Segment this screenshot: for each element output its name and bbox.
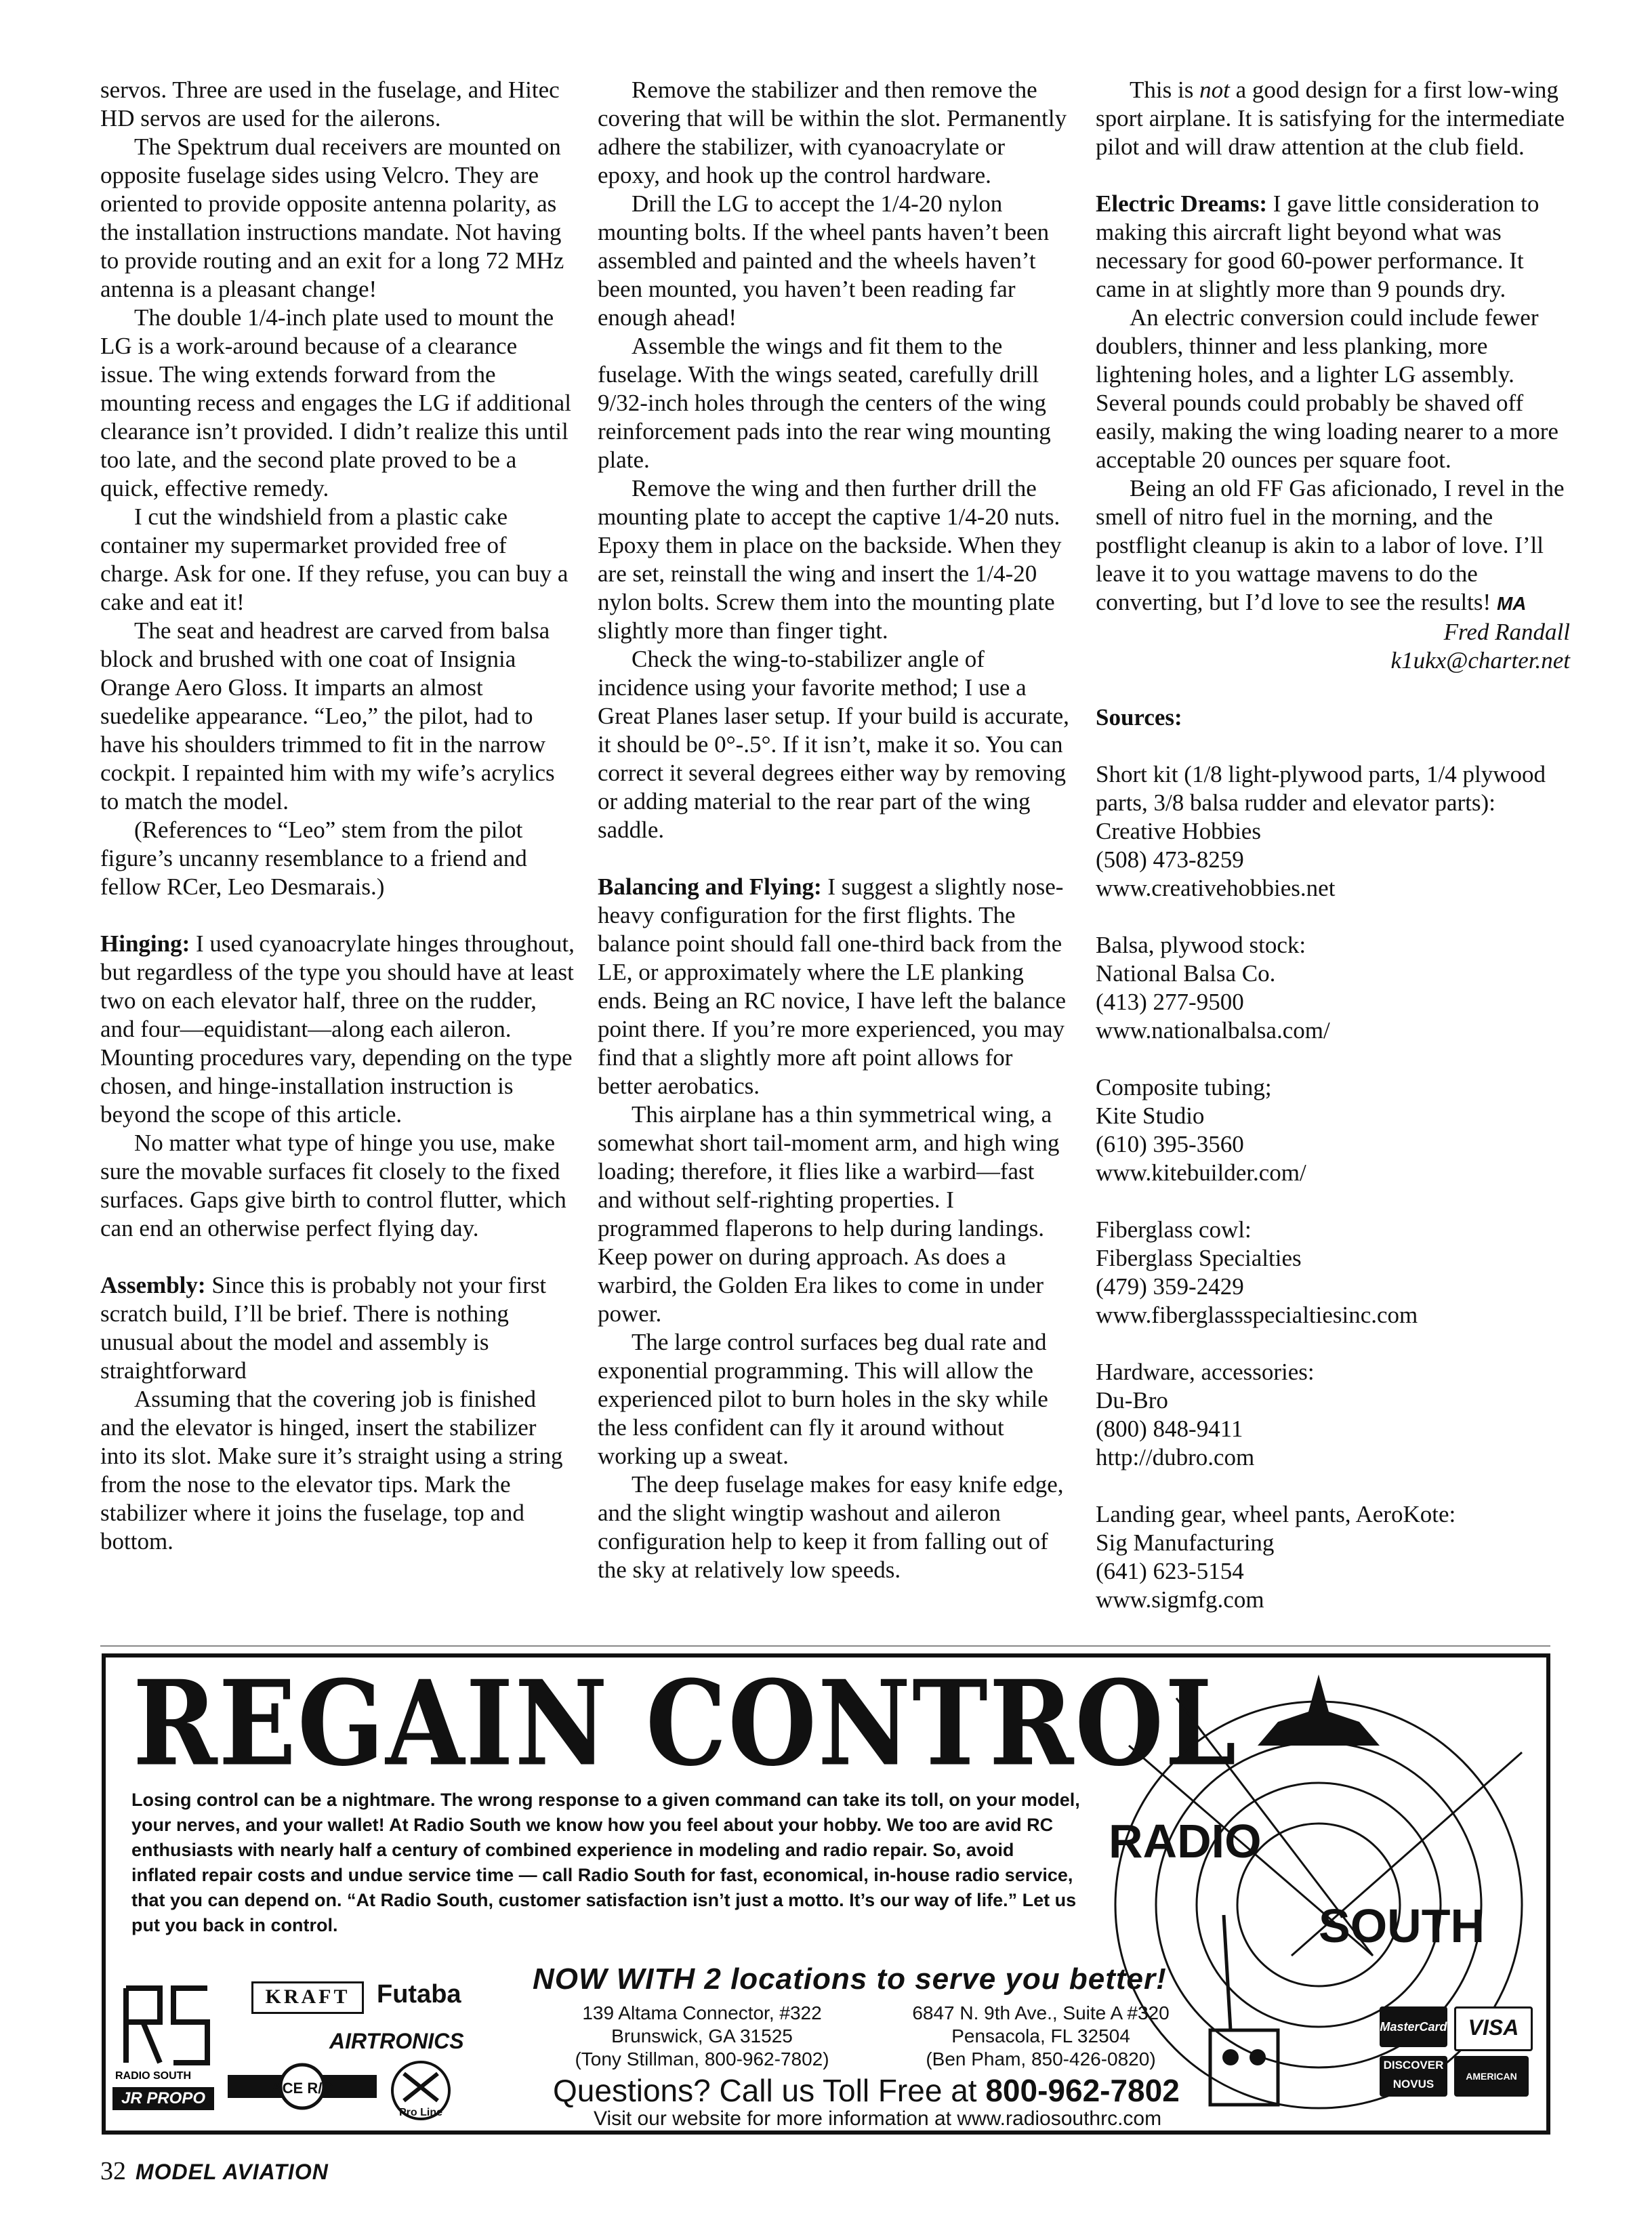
source-line: (800) 848-9411	[1096, 1416, 1243, 1442]
paragraph: The deep fuselage makes for easy knife edge, and the slight wingtip washout and aileron configuration help to keep it from falling out of the sky at relatively low speeds.	[598, 1471, 1064, 1583]
airtronics-logo: AIRTRONICS	[329, 2029, 464, 2053]
source-line: http://dubro.com	[1096, 1444, 1255, 1470]
source-line: Fiberglass cowl:	[1096, 1216, 1252, 1243]
svg-text:RADIO SOUTH: RADIO SOUTH	[115, 2070, 191, 2082]
location-pensacola: 6847 N. 9th Ave., Suite A #320 Pensacola, FL 32504 (Ben Pham, 850-426-0820)	[912, 2002, 1170, 2069]
source-line: (641) 623-5154	[1096, 1558, 1244, 1584]
pro-line-logo	[384, 2060, 458, 2121]
paragraph: servos. Three are used in the fuselage, and Hitec HD servos are used for the ailerons.	[100, 77, 560, 131]
source-line: (508) 473-8259	[1096, 846, 1244, 873]
paragraph-hinging: Hinging: I used cyanoacrylate hinges throughout, but regardless of the type you should have at least two on each elevator half, three on the rudder, and four—equidistant—along each aileron. Mounting procedures vary, depending on the type chosen, and hinge-installation instruction is beyond the scope of this article.	[100, 930, 575, 1128]
sources-heading: Sources:	[1096, 704, 1182, 730]
source-line: Creative Hobbies	[1096, 818, 1261, 844]
paragraph: The Spektrum dual receivers are mounted on opposite fuselage sides using Velcro. They are oriented to provide opposite antenna polarity, as the installation instructions mandate. Not having to provide routing and an exit for a long 72 MHz antenna is a pleasant change!	[100, 133, 564, 302]
ad-website: Visit our website for more information at www.radiosouthrc.com	[594, 2107, 1162, 2130]
amex-logo: AMERICAN EXPRESS	[1454, 2056, 1529, 2097]
svg-text:RADIO: RADIO	[1109, 1815, 1262, 1868]
paragraph: I cut the windshield from a plastic cake container my supermarket provided free of charge. Ask for one. If they refuse, you can buy a cake and eat it!	[100, 503, 569, 615]
ad-phone: Questions? Call us Toll Free at 800-962-7802	[553, 2073, 1180, 2108]
source-line: Short kit (1/8 light-plywood parts, 1/4 plywood parts, 3/8 balsa rudder and elevator parts):	[1096, 761, 1546, 816]
paragraph: Check the wing-to-stabilizer angle of incidence using your favorite method; I use a Great Planes laser setup. If your build is accurate, it should be 0°-.5°. If it isn’t, make it so. You can correct it several degrees either way by removing or adding material to the rear part of the wing saddle.	[598, 646, 1069, 843]
source-line: www.sigmfg.com	[1096, 1586, 1264, 1613]
futaba-logo: Futaba	[377, 1980, 461, 2009]
paragraph: (References to “Leo” stem from the pilot figure’s uncanny resemblance to a friend and fellow RCer, Leo Desmarais.)	[100, 817, 527, 900]
mastercard-logo: MasterCard	[1380, 2006, 1447, 2047]
source-line: Fiberglass Specialties	[1096, 1245, 1302, 1271]
ad-headline: REGAIN CONTROL	[133, 1655, 1238, 1792]
article-column-3	[1096, 76, 1570, 1614]
author-name: Fred Randall	[1443, 619, 1570, 645]
kraft-logo: KRAFT	[251, 1981, 364, 2014]
paragraph: Remove the wing and then further drill the mounting plate to accept the captive 1/4-20 nuts. Epoxy them in place on the backside. When they are set, reinstall the wing and insert the 1/4-20 nylon bolts. Screw them into the mounting plate slightly more than finger tight.	[598, 475, 1062, 644]
section-heading: Electric Dreams:	[1096, 190, 1267, 217]
location-brunswick: 139 Altama Connector, #322 Brunswick, GA 31525 (Tony Stillman, 800-962-7802)	[575, 2002, 829, 2069]
paragraph: The large control surfaces beg dual rate and exponential programming. This will allow the experienced pilot to burn holes in the sky while the less confident can fly it around without working up a sweat.	[598, 1329, 1048, 1469]
paragraph-assembly: Assembly: Since this is probably not your first scratch build, I’ll be brief. There is nothing unusual about the model and assembly is straightforward	[100, 1272, 547, 1384]
source-line: (610) 395-3560	[1096, 1131, 1244, 1157]
svg-text:SOUTH: SOUTH	[1319, 1899, 1485, 1952]
radio-south-ad	[102, 1653, 1550, 2135]
source-line: www.fiberglassspecialtiesinc.com	[1096, 1302, 1418, 1328]
paragraph: The seat and headrest are carved from balsa block and brushed with one coat of Insignia Orange Aero Gloss. It imparts an almost suedelike appearance. “Leo,” the pilot, had to have his shoulders trimmed to fit in the narrow cockpit. I repainted him with my wife’s acrylics to match the model.	[100, 617, 555, 815]
paragraph-electric: Electric Dreams: I gave little consideration to making this aircraft light beyond what was necessary for good 60-power performance. It came in at slightly more than 9 pounds dry.	[1096, 190, 1540, 302]
paragraph: Remove the stabilizer and then remove the covering that will be within the slot. Permanently adhere the stabilizer, with cyanoacrylate or epoxy, and hook up the control hardware.	[598, 77, 1067, 188]
visa-logo: VISA	[1454, 2006, 1533, 2051]
source-line: Sig Manufacturing	[1096, 1529, 1275, 1556]
source-line: www.creativehobbies.net	[1096, 875, 1336, 901]
article-column-1	[100, 76, 575, 1556]
section-heading: Balancing and Flying:	[598, 873, 822, 900]
sources-list	[1096, 760, 1570, 1614]
section-heading: Hinging:	[100, 930, 190, 957]
svg-text:Pro Line: Pro Line	[398, 2107, 443, 2118]
source-line: Hardware, accessories:	[1096, 1359, 1315, 1385]
paragraph-balancing: Balancing and Flying: I suggest a slightly nose-heavy configuration for the first flights. The balance point should fall one-third back from the LE, or approximately where the LE planking ends. Being an RC novice, I have left the balance point there. If you’re more experienced, you may find that a slightly more aft point allows for better aerobatics.	[598, 873, 1067, 1099]
source-line: Composite tubing;	[1096, 1074, 1272, 1100]
source-line: Kite Studio	[1096, 1103, 1205, 1129]
discover-logo: DISCOVER NOVUS	[1380, 2056, 1447, 2097]
paragraph: This airplane has a thin symmetrical wing, a somewhat short tail-moment arm, and high wing loading; therefore, it flies like a warbird—fast and without self-righting properties. I programmed flaperons to help during landings. Keep power on during approach. As does a warbird, the Golden Era likes to come in under power.	[598, 1101, 1060, 1327]
paragraph: Being an old FF Gas aficionado, I revel in the smell of nitro fuel in the morning, and the postflight cleanup is akin to a labor of love. I’ll leave it to you wattage mavens to do the converting, but I’d love to see the results! MA	[1096, 475, 1565, 615]
section-heading: Assembly:	[100, 1272, 206, 1298]
source-line: www.kitebuilder.com/	[1096, 1159, 1306, 1186]
divider	[100, 1645, 1550, 1647]
source-line: www.nationalbalsa.com/	[1096, 1017, 1330, 1044]
article-column-2	[598, 76, 1072, 1584]
jr-propo-logo: JR PROPO	[112, 2087, 214, 2110]
source-line: (413) 277-9500	[1096, 989, 1244, 1015]
radio-south-logo	[112, 1981, 221, 2083]
author-email: k1ukx@charter.net	[1390, 647, 1570, 674]
source-line: Landing gear, wheel pants, AeroKote:	[1096, 1501, 1456, 1527]
source-line: National Balsa Co.	[1096, 960, 1276, 987]
ad-body: Losing control can be a nightmare. The wrong response to a given command can take its toll, on your model, your nerves, and your wallet! At Radio South we know how you feel about your hobby. We too are avid RC enthusiasts with nearly half a century of combined experience in modeling and radio repair. So, avoid inflated repair costs and undue service time — call Radio South for fast, economical, in-house radio service, that you can depend on. “At Radio South, customer satisfaction isn’t just a motto. It’s our way of life.” Let us put you back in control.	[131, 1790, 1080, 1935]
paragraph: Drill the LG to accept the 1/4-20 nylon mounting bolts. If the wheel pants haven’t been assembled and painted and the wheels haven’t been mounted, you haven’t been reading far enough ahead!	[598, 190, 1050, 331]
paragraph: Assemble the wings and fit them to the fuselage. With the wings seated, carefully drill 9/32-inch holes through the centers of the wing reinforcement pads into the rear wing mounting plate.	[598, 333, 1051, 473]
paragraph: Assuming that the covering job is finished and the elevator is hinged, insert the stabilizer into its slot. Make sure it’s straight using a string from the nose to the elevator tips. Mark the stabilizer where it joins the fuselage, top and bottom.	[100, 1386, 563, 1554]
ad-locations-heading: NOW WITH 2 locations to serve you better!	[533, 1962, 1167, 1996]
source-line: (479) 359-2429	[1096, 1273, 1244, 1300]
source-line: Balsa, plywood stock:	[1096, 932, 1306, 958]
magazine-name: MODEL AVIATION	[136, 2160, 329, 2184]
page-number: 32	[100, 2157, 126, 2185]
paragraph: This is not a good design for a first low-wing sport airplane. It is satisfying for the intermediate pilot and will draw attention at the club field.	[1096, 77, 1565, 160]
source-line: Du-Bro	[1096, 1387, 1168, 1414]
ace-rc-logo	[228, 2063, 377, 2110]
paragraph: No matter what type of hinge you use, make sure the movable surfaces fit closely to the fixed surfaces. Gaps give birth to control flutter, which can end an otherwise perfect flying day.	[100, 1130, 566, 1241]
page-footer	[100, 2156, 329, 2186]
paragraph: An electric conversion could include fewer doublers, thinner and less planking, more lightening holes, and a lighter LG assembly. Several pounds could probably be shaved off easily, making the wing loading nearer to a more acceptable 20 ounces per square foot.	[1096, 304, 1558, 473]
ma-end-mark: MA	[1496, 593, 1527, 614]
paragraph: The double 1/4-inch plate used to mount the LG is a work-around because of a clearance issue. The wing extends forward from the mounting recess and engages the LG if additional clearance isn’t provided. I didn’t realize this until too late, and the second plate proved to be a quick, effective remedy.	[100, 304, 571, 501]
svg-text:ACE R/C: ACE R/C	[271, 2080, 333, 2097]
